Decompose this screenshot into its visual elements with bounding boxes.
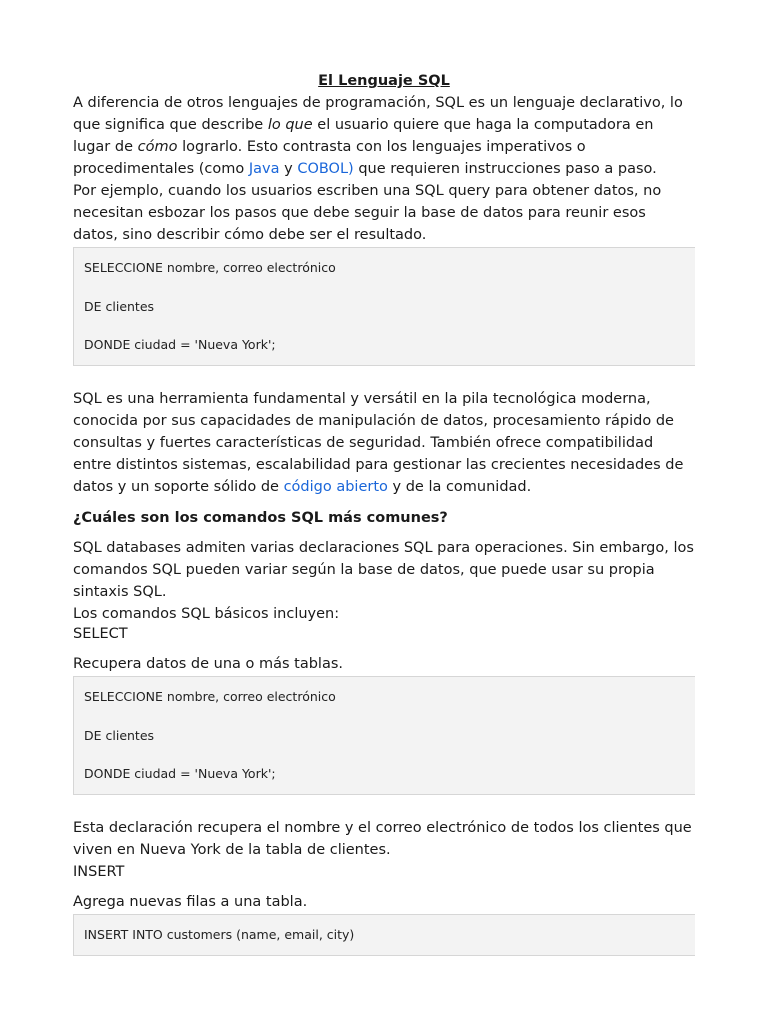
intro-text-c: lograrlo. Esto contrasta con los lenguajes imperativos o procedimentales (como [73,139,586,177]
document-page [73,70,695,956]
intro-text-d: y [279,161,298,177]
code-line: DONDE ciudad = 'Nueva York'; [84,337,276,352]
intro-emphasis-lo-que: lo que [267,117,313,133]
intro-text-a: A diferencia de otros lenguajes de programación, SQL es un lenguaje declarativo, lo que significa que describe [73,95,683,133]
select-description: Recupera datos de una o más tablas. [73,656,344,672]
code-line: DONDE ciudad = 'Nueva York'; [84,766,276,781]
intro-text-b: el usuario quiere que haga la computadora en lugar de [73,117,654,155]
sql-overview-paragraph [73,388,695,498]
code-block-example [73,247,695,366]
code-block-insert [73,914,695,956]
insert-description: Agrega nuevas filas a una tabla. [73,894,308,910]
commands-intro-paragraph: SQL databases admiten varias declaraciones SQL para operaciones. Sin embargo, los comandos SQL pueden variar según la base de datos, que puede usar su propia sintaxis SQL. [73,540,694,600]
code-line: SELECCIONE nombre, correo electrónico [84,260,336,275]
overview-text-a: SQL es una herramienta fundamental y versátil en la pila tecnológica moderna, conocida por sus capacidades de manipulación de datos, procesamiento rápido de consultas y fuertes características de seguridad. También ofrece compatibilidad entre distintos sistemas, escalabilidad para gestionar las crecientes necesidades de datos y un soporte sólido de [73,391,684,495]
intro-paragraph-1 [73,92,695,180]
java-link[interactable]: Java [248,161,280,177]
code-line: DE clientes [84,727,155,743]
open-source-link[interactable]: código abierto [283,479,388,495]
document-title: El Lenguaje SQL [318,73,450,89]
code-line: SELECCIONE nombre, correo electrónico [84,689,336,704]
code-line: DE clientes [84,298,155,314]
section-heading: ¿Cuáles son los comandos SQL más comunes? [73,510,448,526]
insert-command-name: INSERT [73,864,125,880]
overview-text-b: y de la comunidad. [387,479,532,495]
intro-text-e: que requieren instrucciones paso a paso. [353,161,657,177]
cobol-link[interactable]: COBOL) [297,161,354,177]
intro-emphasis-como: cómo [137,139,178,155]
code-block-select [73,676,695,795]
intro-paragraph-2: Por ejemplo, cuando los usuarios escriben una SQL query para obtener datos, no necesitan esbozar los pasos que debe seguir la base de datos para reunir esos datos, sino describir cómo debe ser el resultado. [73,183,662,243]
select-command-name: SELECT [73,626,128,642]
code-line: INSERT INTO customers (name, email, city) [84,927,355,942]
select-explanation: Esta declaración recupera el nombre y el correo electrónico de todos los clientes que viven en Nueva York de la tabla de clientes. [73,820,692,858]
basic-commands-label: Los comandos SQL básicos incluyen: [73,606,340,622]
